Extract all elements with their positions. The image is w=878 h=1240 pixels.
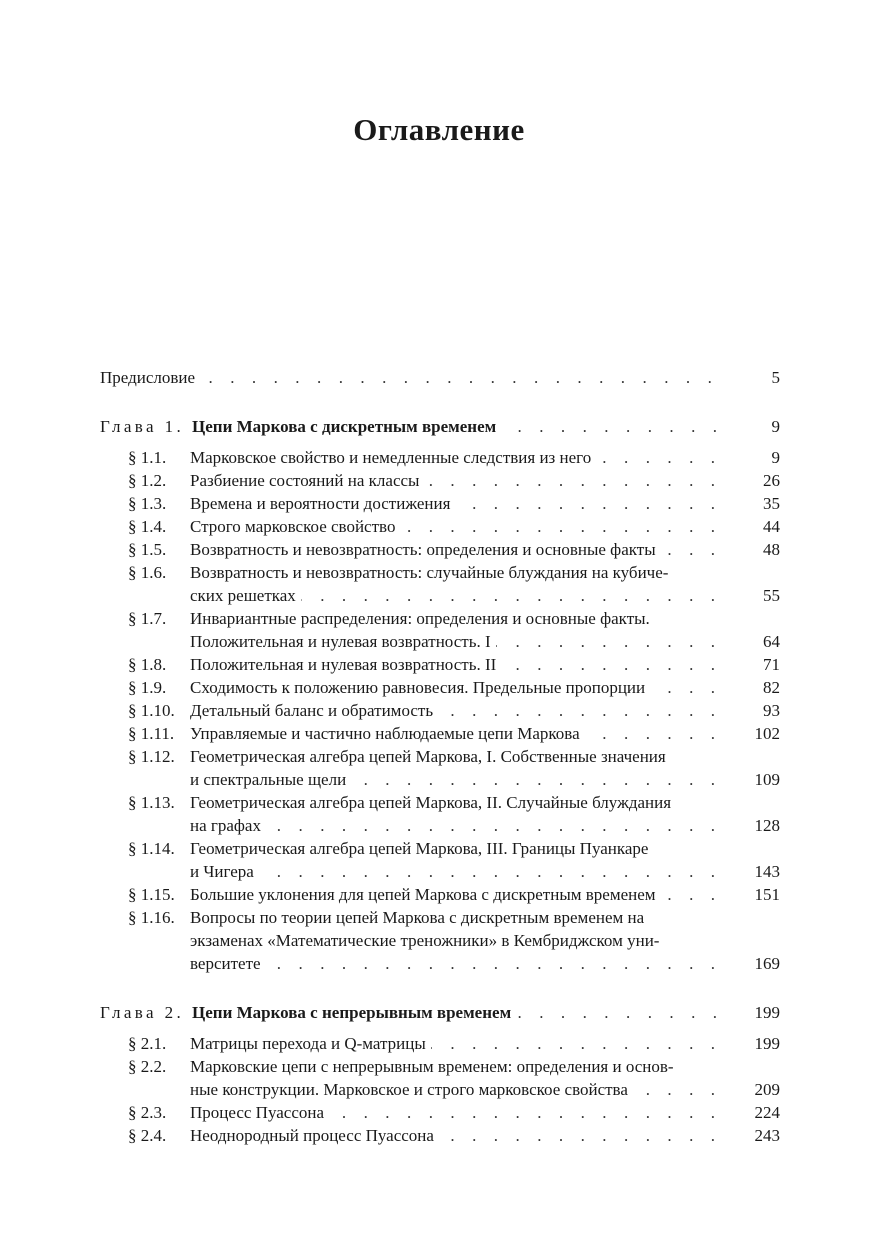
toc-chapter-1-section-16-line-3[interactable] [100,952,780,976]
toc-chapter-2-section-1-title: Матрицы перехода и Q-матрицы [190,1034,431,1053]
toc-chapter-1-section-15-title: Большие уклонения для цепей Маркова с дискретным временем [190,885,661,904]
toc-chapter-1-section-9-title: Сходимость к положению равновесия. Предельные пропорции [190,678,650,697]
toc-chapter-1-section-8-number: § 1.8. [128,655,167,674]
toc-chapter-1-section-13-line-2-page: 128 [754,816,780,835]
toc-chapter-1-section-5-page: 48 [763,540,780,559]
dot-leader [190,814,730,838]
toc-chapter-1-section-1-page: 9 [771,448,780,467]
toc-chapter-2-section-1-number: § 2.1. [128,1034,167,1053]
toc-chapter-2-section-2-title: Марковские цепи с непрерывным временем: определения и основ- [190,1057,679,1076]
toc-chapter-1-section-16-number: § 1.16. [128,908,175,927]
dot-leader [190,860,730,884]
toc-chapter-1-section-14-number: § 1.14. [128,839,175,858]
toc-chapter-1-section-9-page: 82 [763,678,780,697]
toc-chapter-1-section-14-line-2-title: и Чигера [190,862,259,881]
toc-chapter-1-section-16-line-2-title: экзаменах «Математические треножники» в Кембриджском уни- [190,931,664,950]
toc-preface-page: 5 [771,368,780,387]
toc-chapter-1-section-1-number: § 1.1. [128,448,167,467]
toc-chapter-1-section-7-title: Инвариантные распределения: определения и основные факты. [190,609,655,628]
toc-chapter-1-section-11-title: Управляемые и частично наблюдаемые цепи Маркова [190,724,585,743]
toc-chapter-1-section-13-line-2-title: на графах [190,816,266,835]
toc-chapter-1-section-6-line-2-page: 55 [763,586,780,605]
toc-chapter-2-section-4-title: Неоднородный процесс Пуассона [190,1126,439,1145]
toc-chapter-2-section-4-page: 243 [754,1126,780,1145]
toc-chapter-1-section-4-page: 44 [763,517,780,536]
toc-chapter-1-section-1-title: Марковское свойство и немедленные следствия из него [190,448,596,467]
toc-chapter-1-section-13-number: § 1.13. [128,793,175,812]
toc-chapter-1-section-8-page: 71 [763,655,780,674]
toc-chapter-1-section-6-number: § 1.6. [128,563,167,582]
toc-chapter-1-section-14-line-2[interactable] [100,860,780,884]
toc-chapter-1-number: Глава 1. [100,417,185,436]
toc-chapter-1-page: 9 [771,417,780,436]
toc-chapter-2-section-2-line-2-title: ные конструкции. Марковское и строго марковское свойства [190,1080,633,1099]
toc-chapter-1-section-3-title: Времена и вероятности достижения [190,494,455,513]
toc-chapter-1-section-14-title: Геометрическая алгебра цепей Маркова, III. Границы Пуанкаре [190,839,653,858]
toc-chapter-1-section-13[interactable] [100,791,780,815]
toc-chapter-1-title: Цепи Маркова с дискретным временем [192,417,501,436]
toc-chapter-1-section-15-number: § 1.15. [128,885,175,904]
toc-chapter-1-section-10[interactable] [100,699,780,723]
toc-preface[interactable] [100,366,780,390]
toc-chapter-1-section-2-title: Разбиение состояний на классы [190,471,424,490]
toc-chapter-1-section-12-title: Геометрическая алгебра цепей Маркова, I. Собственные значения [190,747,671,766]
dot-leader [190,952,730,976]
toc-chapter-1-section-12[interactable] [100,745,780,769]
toc-chapter-1-section-9[interactable] [100,676,780,700]
toc-chapter-1-section-2-page: 26 [763,471,780,490]
toc-chapter-2-section-2[interactable] [100,1055,780,1079]
toc-chapter-1-section-11-number: § 1.11. [128,724,175,743]
toc-chapter-1-section-12-line-2[interactable] [100,768,780,792]
toc-chapter-1-section-8-title: Положительная и нулевая возвратность. II [190,655,501,674]
toc-chapter-1-section-10-number: § 1.10. [128,701,175,720]
toc-chapter-2-section-3-page: 224 [754,1103,780,1122]
toc-chapter-1-section-10-page: 93 [763,701,780,720]
toc-chapter-1-section-15-page: 151 [754,885,780,904]
toc-chapter-1-section-16-line-3-page: 169 [754,954,780,973]
toc-chapter-1-section-2[interactable] [100,469,780,493]
toc-chapter-2-section-3[interactable] [100,1101,780,1125]
toc-chapter-2[interactable] [100,1001,780,1025]
toc-chapter-1-section-16[interactable] [100,906,780,930]
toc-chapter-1-section-12-line-2-page: 109 [754,770,780,789]
toc-chapter-1-section-6[interactable] [100,561,780,585]
toc-chapter-1-section-4-title: Строго марковское свойство [190,517,400,536]
toc-chapter-2-section-1-page: 199 [754,1034,780,1053]
toc-chapter-1-section-11-page: 102 [754,724,780,743]
toc-chapter-1-section-3-number: § 1.3. [128,494,167,513]
toc-chapter-1-section-13-line-2[interactable] [100,814,780,838]
toc-chapter-1-section-7-line-2[interactable] [100,630,780,654]
toc-chapter-1-section-10-title: Детальный баланс и обратимость [190,701,438,720]
toc-chapter-1-section-6-line-2[interactable] [100,584,780,608]
toc-chapter-1-section-5[interactable] [100,538,780,562]
toc-chapter-1-section-13-title: Геометрическая алгебра цепей Маркова, II. Случайные блуждания [190,793,676,812]
toc-chapter-1-section-4[interactable] [100,515,780,539]
toc-chapter-1-section-5-number: § 1.5. [128,540,167,559]
toc-chapter-2-section-3-title: Процесс Пуассона [190,1103,329,1122]
toc-chapter-1-section-3[interactable] [100,492,780,516]
toc-chapter-1-section-7-number: § 1.7. [128,609,167,628]
toc-chapter-2-section-2-number: § 2.2. [128,1057,167,1076]
toc-chapter-1-section-8[interactable] [100,653,780,677]
toc-chapter-2-number: Глава 2. [100,1003,185,1022]
toc-chapter-2-section-2-line-2[interactable] [100,1078,780,1102]
toc-chapter-1-section-7-line-2-page: 64 [763,632,780,651]
toc-chapter-2-section-4-number: § 2.4. [128,1126,167,1145]
toc-chapter-1-section-3-page: 35 [763,494,780,513]
toc-chapter-1-section-14-line-2-page: 143 [754,862,780,881]
toc-chapter-2-section-1[interactable] [100,1032,780,1056]
toc-chapter-1-section-16-title: Вопросы по теории цепей Маркова с дискретным временем на [190,908,649,927]
toc-chapter-1-section-4-number: § 1.4. [128,517,167,536]
toc-chapter-1-section-7-line-2-title: Положительная и нулевая возвратность. I [190,632,496,651]
toc-chapter-1-section-16-line-3-title: верситете [190,954,266,973]
toc-chapter-1-section-15[interactable] [100,883,780,907]
toc-chapter-1[interactable] [100,415,780,439]
toc-chapter-1-section-12-number: § 1.12. [128,747,175,766]
toc-chapter-1-section-5-title: Возвратность и невозвратность: определения и основные факты [190,540,661,559]
toc-chapter-1-section-12-line-2-title: и спектральные щели [190,770,351,789]
toc-chapter-2-section-4[interactable] [100,1124,780,1148]
toc-chapter-1-section-6-line-2-title: ских решетках [190,586,301,605]
toc-chapter-1-section-2-number: § 1.2. [128,471,167,490]
toc-chapter-1-section-16-line-2[interactable] [100,929,780,953]
toc-chapter-2-page: 199 [754,1003,780,1022]
toc-preface-title: Предисловие [100,368,200,387]
toc-chapter-1-section-14[interactable] [100,837,780,861]
page-title: Оглавление [353,112,525,147]
toc-chapter-1-section-1[interactable] [100,446,780,470]
toc-chapter-1-section-6-title: Возвратность и невозвратность: случайные блуждания на кубиче- [190,563,673,582]
toc-chapter-2-title: Цепи Маркова с непрерывным временем [192,1003,516,1022]
toc-chapter-1-section-9-number: § 1.9. [128,678,167,697]
toc-chapter-1-section-7[interactable] [100,607,780,631]
toc-chapter-2-section-2-line-2-page: 209 [754,1080,780,1099]
toc-chapter-1-section-11[interactable] [100,722,780,746]
toc-chapter-2-section-3-number: § 2.3. [128,1103,167,1122]
